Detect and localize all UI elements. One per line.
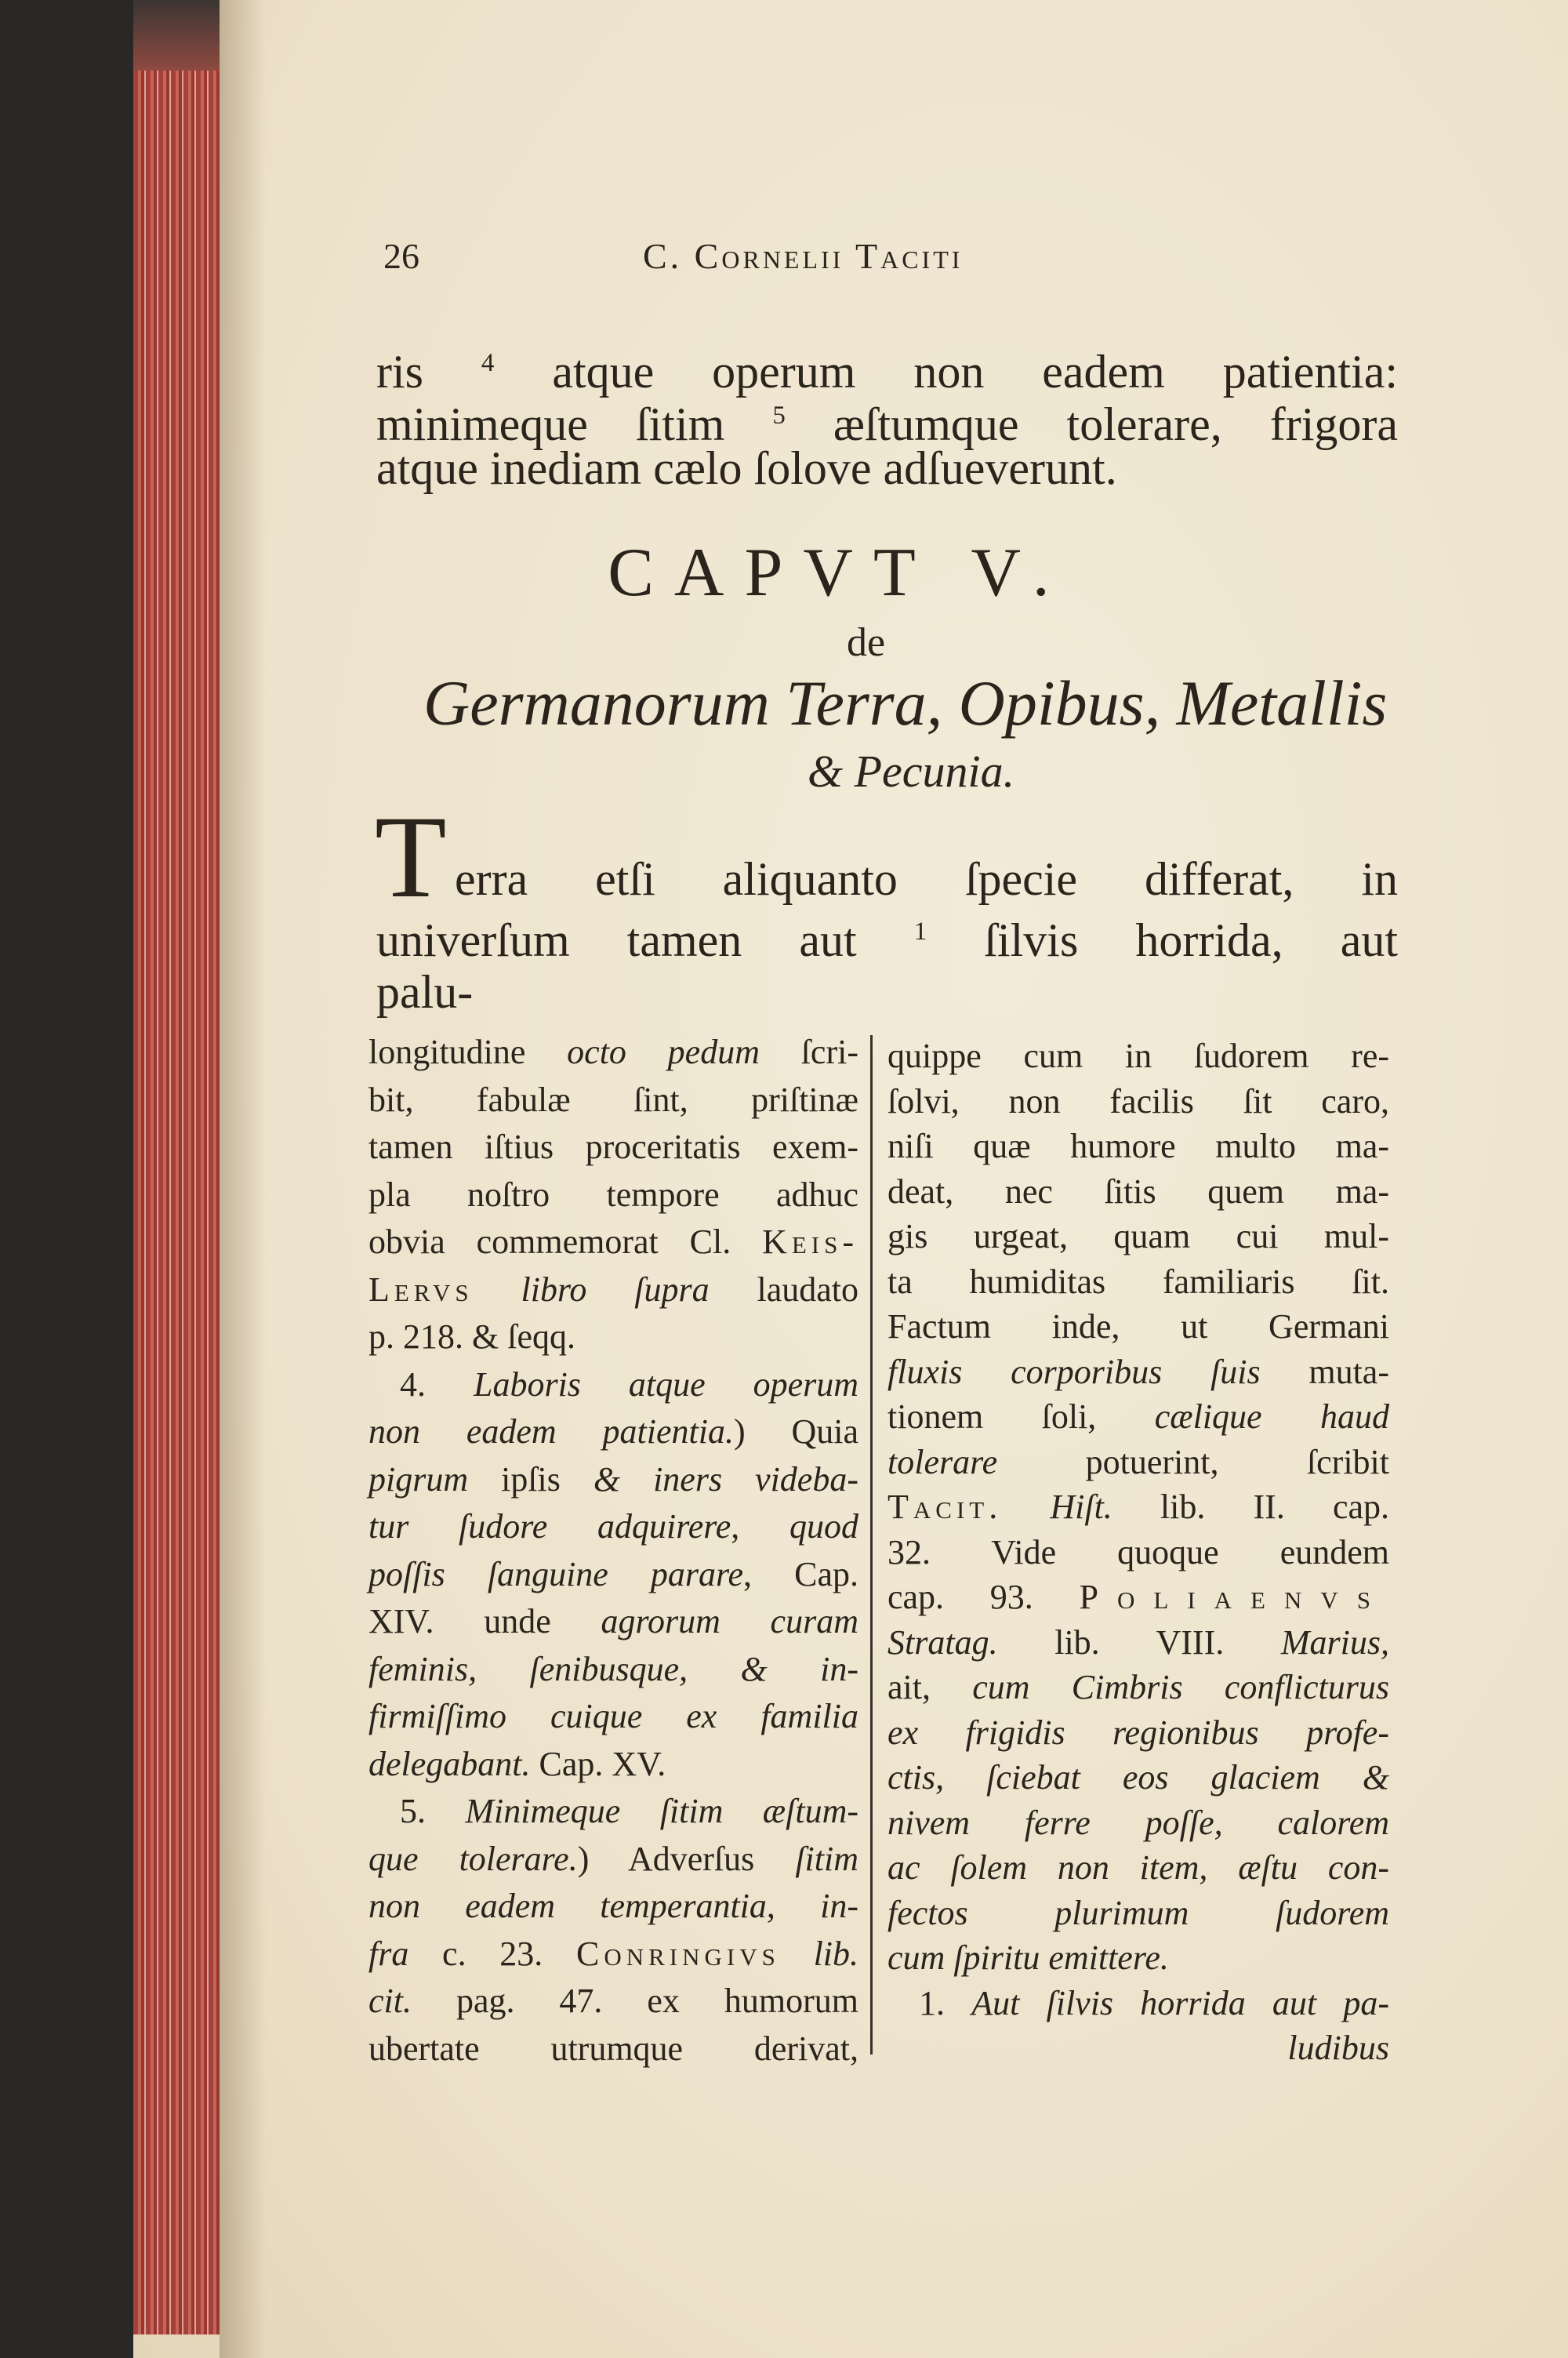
text-segment: Lervs <box>368 1270 474 1309</box>
footnote-line <box>368 1836 858 1884</box>
text-segment: ſilvis horrida, aut <box>927 914 1398 966</box>
chapter-de: de <box>847 620 886 665</box>
footnote-line <box>368 1029 858 1077</box>
footnote-line <box>887 1259 1389 1305</box>
text-segment: in- <box>820 1887 859 1925</box>
chapter-title-line1: Germanorum Terra, Opibus, Metallis <box>423 667 1388 739</box>
text-segment: , Cap. <box>743 1554 858 1593</box>
footnote-line <box>368 1408 858 1456</box>
text-segment: fectos plurimum ſudorem <box>887 1893 1389 1932</box>
text-segment: ubertate utrumque derivat, <box>368 2029 858 2068</box>
text-segment: palu- <box>376 966 474 1018</box>
page-edge-top <box>133 0 220 71</box>
footnote-line <box>368 1456 858 1504</box>
text-segment: Keis- <box>762 1223 858 1261</box>
footnote-line <box>887 1484 1389 1530</box>
gutter-shadow <box>220 0 267 2358</box>
text-segment: Marius, <box>1280 1622 1389 1662</box>
red-page-edges <box>133 71 220 2334</box>
footnote-line <box>368 1124 858 1172</box>
text-segment: bit, fabulæ ſint, priſtinæ <box>368 1080 858 1119</box>
footnote-line <box>887 1800 1389 1846</box>
text-segment: agrorum curam <box>601 1602 858 1640</box>
text-segment: quod <box>789 1507 859 1546</box>
text-segment: , <box>731 1507 790 1546</box>
text-segment: ris <box>376 346 481 398</box>
footnote-line <box>887 1710 1389 1756</box>
footnote-line <box>368 1883 858 1931</box>
footnote-line <box>887 1034 1389 1079</box>
text-segment: Tacit. <box>887 1488 1003 1526</box>
text-segment: Stratag. <box>887 1622 998 1662</box>
footnote-line <box>368 1503 858 1551</box>
text-segment: tionem ſoli, <box>887 1397 1155 1436</box>
text-segment: cum ſpiritu emittere. <box>887 1938 1169 1977</box>
text-segment: Hiſt. <box>1050 1488 1112 1526</box>
footnote-line <box>887 1981 1389 2026</box>
footnote-line <box>887 1845 1389 1891</box>
text-segment: ex frigidis regionibus profe- <box>887 1713 1389 1752</box>
text-segment: ) Adverſus <box>577 1839 796 1878</box>
text-segment: Poliaenvs <box>1079 1578 1389 1616</box>
text-segment: niſi quæ humore multo ma- <box>887 1127 1389 1165</box>
text-segment: Cap. XV. <box>530 1744 666 1783</box>
text-segment: potuerint, ſcribit <box>997 1442 1389 1481</box>
footnote-line <box>887 1935 1389 1981</box>
footnote-line <box>887 1394 1389 1440</box>
text-segment: pigrum <box>368 1459 469 1499</box>
footnote-line <box>887 1440 1389 1485</box>
footnote-line <box>887 1755 1389 1800</box>
text-segment: ſitim <box>795 1839 859 1878</box>
text-segment: fluxis corporibus ſuis <box>887 1352 1261 1391</box>
main-text-line <box>376 442 1398 495</box>
text-segment: ta humiditas familiaris ſit. <box>887 1262 1389 1301</box>
text-segment: quippe cum in ſudorem re- <box>887 1037 1389 1075</box>
text-segment: pla noſtro tempore adhuc <box>368 1175 858 1214</box>
text-segment: laudato <box>709 1270 858 1309</box>
text-segment: poſſis ſanguine parare <box>368 1554 744 1593</box>
footnote-line <box>368 1313 858 1361</box>
text-segment: muta- <box>1260 1352 1389 1391</box>
footnote-line <box>368 2026 858 2073</box>
text-segment: XIV. unde <box>368 1602 601 1640</box>
text-segment: cit. <box>368 1982 412 2020</box>
footnote-line <box>887 1350 1389 1395</box>
footnote-line <box>887 1575 1389 1620</box>
text-segment: fra <box>368 1934 409 1973</box>
text-segment: octo pedum <box>567 1033 760 1071</box>
column-rule <box>870 1035 873 2055</box>
footnote-line <box>368 1172 858 1219</box>
text-segment: ac ſolem non item, æſtu con- <box>887 1848 1389 1887</box>
text-segment: lib. VIII. <box>997 1622 1281 1662</box>
footnote-line <box>368 1646 858 1694</box>
text-segment: Minimeque ſitim æſtum- <box>465 1792 858 1830</box>
text-segment: Factum inde, ut Germani <box>887 1307 1389 1346</box>
text-segment: cum Cimbris conflicturus <box>972 1668 1390 1706</box>
text-segment: longitudine <box>368 1033 568 1071</box>
footnote-line <box>887 1124 1389 1169</box>
footnote-line <box>368 1361 858 1409</box>
text-segment: p. 218. & ſeqq. <box>368 1317 575 1356</box>
text-segment <box>1002 1488 1050 1526</box>
page-number: 26 <box>383 236 419 276</box>
text-segment: & iners videba- <box>593 1459 858 1499</box>
text-segment: ſolvi, non facilis ſit caro, <box>887 1081 1389 1121</box>
text-segment: non eadem patientia. <box>368 1412 734 1451</box>
text-segment: 32. Vide quoque eundem <box>887 1532 1389 1571</box>
text-segment: Laboris atque operum <box>473 1364 859 1404</box>
text-segment: 1. <box>919 1983 972 2022</box>
text-segment: Aut ſilvis horrida aut pa- <box>971 1983 1390 2022</box>
text-segment: atque operum non eadem patientia: <box>494 346 1398 398</box>
footnotes-left-column <box>368 1029 858 2073</box>
text-segment: æſtumque tolerare, frigora <box>785 398 1398 450</box>
footnote-line <box>368 1551 858 1599</box>
text-segment: libro ſupra <box>473 1270 710 1309</box>
footnote-line <box>368 1788 858 1836</box>
text-segment: c. 23. <box>408 1934 576 1973</box>
text-segment: lib. <box>813 1934 859 1973</box>
footnote-line <box>368 1978 858 2026</box>
body-text-line <box>376 966 1398 1019</box>
footnote-line <box>368 1931 858 1978</box>
text-segment: ait, <box>887 1668 973 1706</box>
text-segment: lib. II. cap. <box>1112 1488 1390 1526</box>
text-segment: univerſum tamen aut <box>376 914 914 966</box>
footnote-marker: 4 <box>481 349 495 377</box>
chapter-heading: CAPVT V. <box>608 535 1070 611</box>
text-segment: erra etſi aliquanto ſpecie differat, in <box>455 853 1398 905</box>
footnote-line <box>368 1741 858 1789</box>
text-segment: cap. 93. <box>887 1578 1080 1616</box>
text-segment: cælique haud <box>1154 1397 1389 1436</box>
footnote-line <box>887 1665 1389 1710</box>
footnote-line <box>887 1169 1389 1215</box>
footnote-line <box>887 1620 1389 1666</box>
footnote-line <box>368 1598 858 1646</box>
text-segment: ipſis <box>468 1459 593 1499</box>
footnote-line <box>368 1077 858 1125</box>
text-segment: ctis, ſciebat eos glaciem & <box>887 1758 1389 1797</box>
text-segment: que tolerare. <box>368 1839 578 1878</box>
footnote-line <box>368 1219 858 1266</box>
text-segment: Conringivs <box>576 1934 780 1973</box>
footnote-line <box>887 1891 1389 1936</box>
text-segment: 4. <box>400 1364 474 1404</box>
text-segment: ) Quia <box>733 1412 858 1451</box>
text-segment: gis urgeat, quam cui mul- <box>887 1217 1389 1255</box>
text-segment: atque inediam cælo ſolove adſueverunt. <box>376 442 1117 494</box>
text-segment: delegabant. <box>368 1744 531 1783</box>
text-segment: , <box>766 1887 821 1925</box>
body-text-line <box>455 853 1398 906</box>
footnote-line <box>887 1530 1389 1575</box>
footnote-line <box>887 1214 1389 1259</box>
text-segment: ludibus <box>1287 2029 1389 2067</box>
text-segment: obvia commemorat Cl. <box>368 1223 763 1261</box>
text-segment: firmiſſimo cuique ex familia <box>368 1697 858 1735</box>
footnote-line <box>368 1266 858 1314</box>
text-segment: 5. <box>400 1792 466 1830</box>
text-segment: nivem ferre poſſe, calorem <box>887 1803 1389 1842</box>
text-segment: deat, nec ſitis quem ma- <box>887 1172 1389 1211</box>
footnote-line <box>887 1304 1389 1350</box>
text-segment <box>780 1935 814 1973</box>
text-segment: ſcri- <box>759 1033 858 1071</box>
text-segment: tur ſudore adquirere <box>368 1507 731 1546</box>
text-segment: non eadem temperantia <box>368 1887 767 1925</box>
chapter-title-line2: & Pecunia. <box>808 746 1015 797</box>
footnotes-right-column <box>887 1034 1389 2071</box>
text-segment: pag. 47. ex humorum <box>411 1982 858 2020</box>
footnote-line <box>887 2026 1389 2071</box>
text-segment: minimeque ſitim <box>376 398 773 450</box>
body-text-line <box>376 906 1398 967</box>
running-head: C. Cornelii Taciti <box>643 236 964 276</box>
text-segment: tolerare <box>887 1442 998 1481</box>
footnote-marker: 5 <box>772 401 786 430</box>
text-segment: feminis, ſenibusque, & in- <box>368 1649 858 1688</box>
text-segment: tamen iſtius proceritatis exem- <box>368 1128 858 1166</box>
footnote-line <box>368 1693 858 1741</box>
footnote-line <box>887 1079 1389 1125</box>
drop-cap: T <box>375 792 447 922</box>
footnote-marker: 1 <box>913 917 927 946</box>
